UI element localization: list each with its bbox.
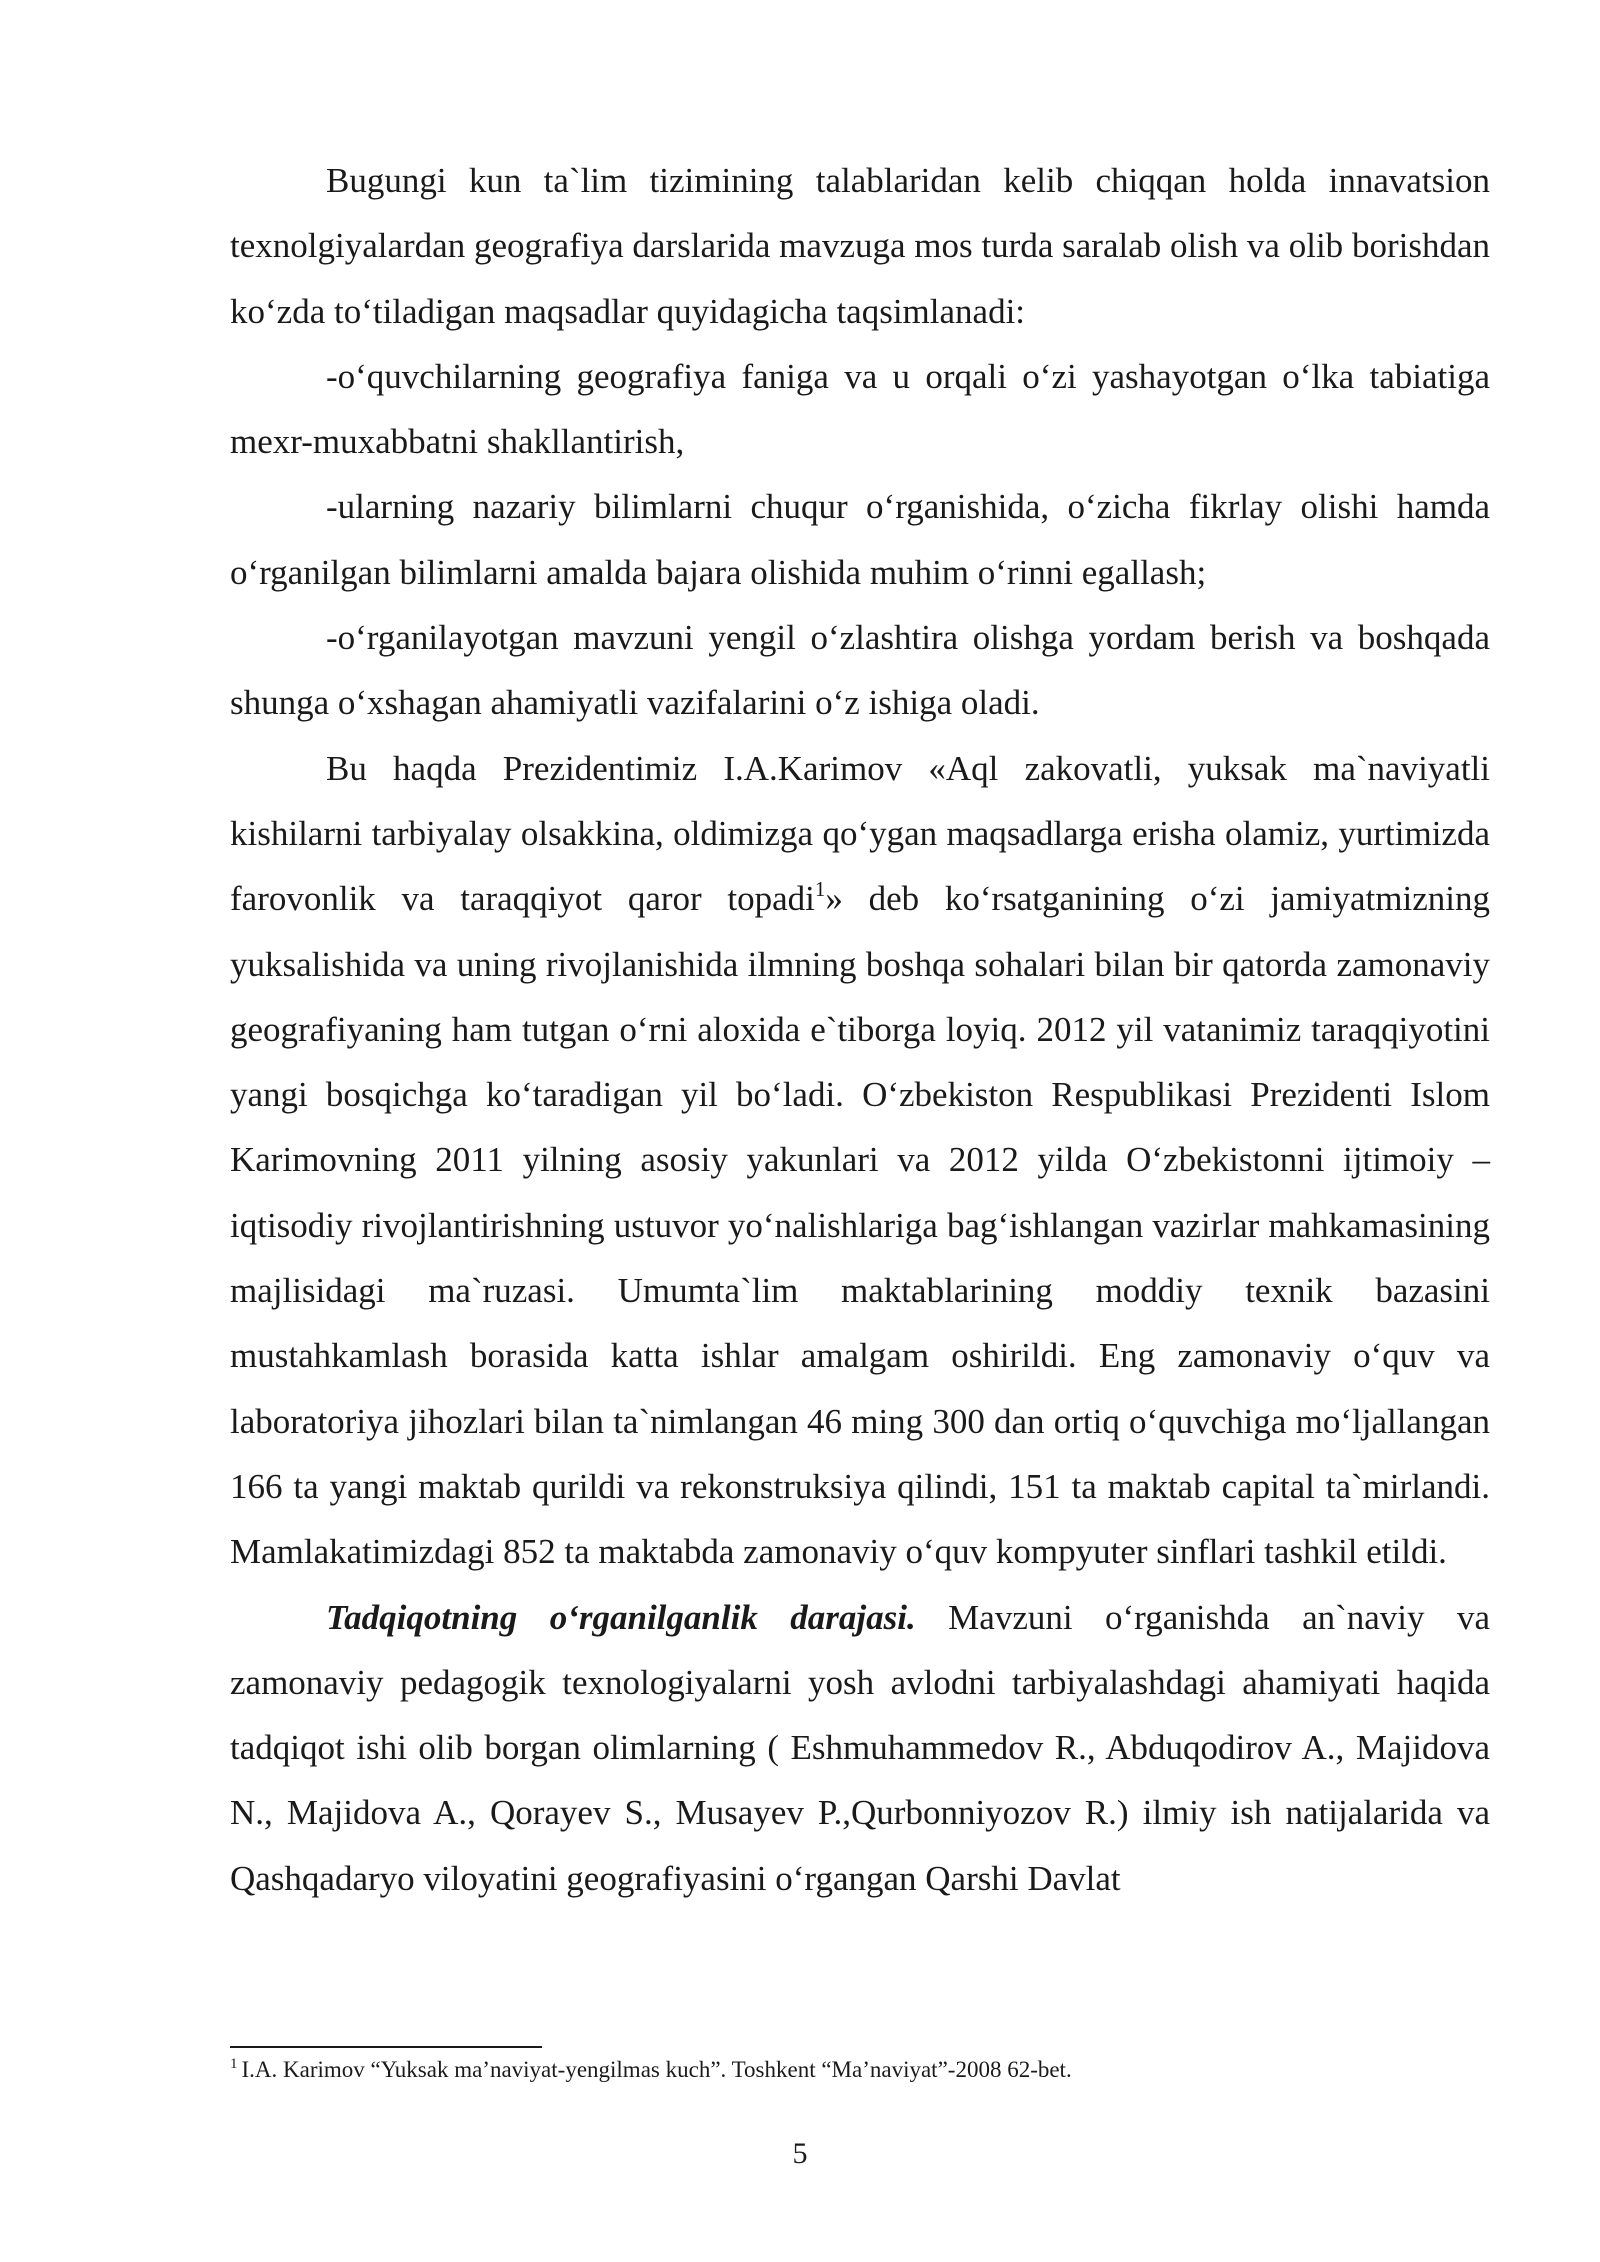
footnote bbox=[230, 2054, 1490, 2086]
research-level-text: Mavzuni o‘rganishda an`naviy va zamonaviy pedagogik texnologiyalarni yosh avlodni tarbiyalashdagi ahamiyati haqida tadqiqot ishi olib borgan olimlarning ( Eshmuhammedov R., Abduqodirov A., Majidova N., Majidova A., Qorayev S., Musayev P.,Qurbonniyozov R.) ilmiy ish natijalarida va Qashqadaryo viloyatini geografiyasini o‘rgangan Qarshi Davlat bbox=[230, 1597, 1491, 1898]
list-item-goal-deep-learning: -ularning nazariy bilimlarni chuqur o‘rganishida, o‘zicha fikrlay olishi hamda o‘rganilgan bilimlarni amalda bajara olishida muhim o‘rinni egallash; bbox=[230, 487, 1490, 592]
quote-text-start: Bu haqda Prezidentimiz I.A.Karimov «Aql zakovatli, yuksak ma`naviyatli kishilarni tarbiyalay olsakkina, oldimizga qo‘ygan maqsadlarga erisha olamiz, yurtimizda farovonlik va taraqqiyot qaror topadi bbox=[230, 748, 1490, 919]
footnote-reference[interactable]: 1 bbox=[814, 877, 826, 902]
paragraph-intro: Bugungi kun ta`lim tizimining talablaridan kelib chiqqan holda innavatsion texnolgiyalardan geografiya darslarida mavzuga mos turda saralab olish va olib borishdan ko‘zda to‘tiladigan maqsadlar quyidagicha taqsimlanadi: bbox=[230, 161, 1490, 331]
page-number: 5 bbox=[792, 2137, 808, 2170]
quote-text-rest: » deb ko‘rsatganining o‘zi jamiyatmizning yuksalishida va uning rivojlanishida ilmning boshqa sohalari bilan bir qatorda zamonaviy geografiyaning ham tutgan o‘rni aloxida e`tiborga loyiq. 2012 yil vatanimiz taraqqiyotini yangi bosqichga ko‘taradigan yil bo‘ladi. O‘zbekiston Respublikasi Prezidenti Islom Karimovning 2011 yilning asosiy yakunlari va 2012 yilda O‘zbekistonni ijtimoiy – iqtisodiy rivojlantirishning ustuvor yo‘nalishlariga bag‘ishlangan vazirlar mahkamasining majlisidagi ma`ruzasi. Umumta`lim maktablarining moddiy texnik bazasini mustahkamlash borasida katta ishlar amalgam oshirildi. Eng zamonaviy o‘quv va laboratoriya jihozlari bilan ta`nimlangan 46 ming 300 dan ortiq o‘quvchiga mo‘ljallangan 166 ta yangi maktab qurildi va rekonstruksiya qilindi, 151 ta maktab capital ta`mirlandi. Mamlakatimizdagi 852 ta maktabda zamonaviy o‘quv kompyuter sinflari tashkil etildi. bbox=[230, 879, 1490, 1572]
paragraph-research-level bbox=[230, 1585, 1490, 1911]
footnote-divider bbox=[230, 2046, 542, 2048]
footnote-text: I.A. Karimov “Yuksak ma’naviyat-yengilmas kuch”. Toshkent “Ma’naviyat”-2008 62-bet. bbox=[241, 2057, 1072, 2082]
footnote-mark: 1 bbox=[230, 2056, 238, 2072]
paragraph-president-quote bbox=[230, 736, 1490, 1585]
list-item-goal-love-of-nature: -o‘quvchilarning geografiya faniga va u orqali o‘zi yashayotgan o‘lka tabiatiga mexr-muxabbatni shakllantirish, bbox=[230, 356, 1490, 462]
page-body bbox=[230, 148, 1490, 1911]
list-item-goal-easy-mastery: -o‘rganilayotgan mavzuni yengil o‘zlashtira olishga yordam berish va boshqada shunga o‘xshagan ahamiyatli vazifalarini o‘z ishiga oladi. bbox=[230, 618, 1490, 723]
section-lead-heading: Tadqiqotning o‘rganilganlik darajasi. bbox=[326, 1597, 916, 1637]
